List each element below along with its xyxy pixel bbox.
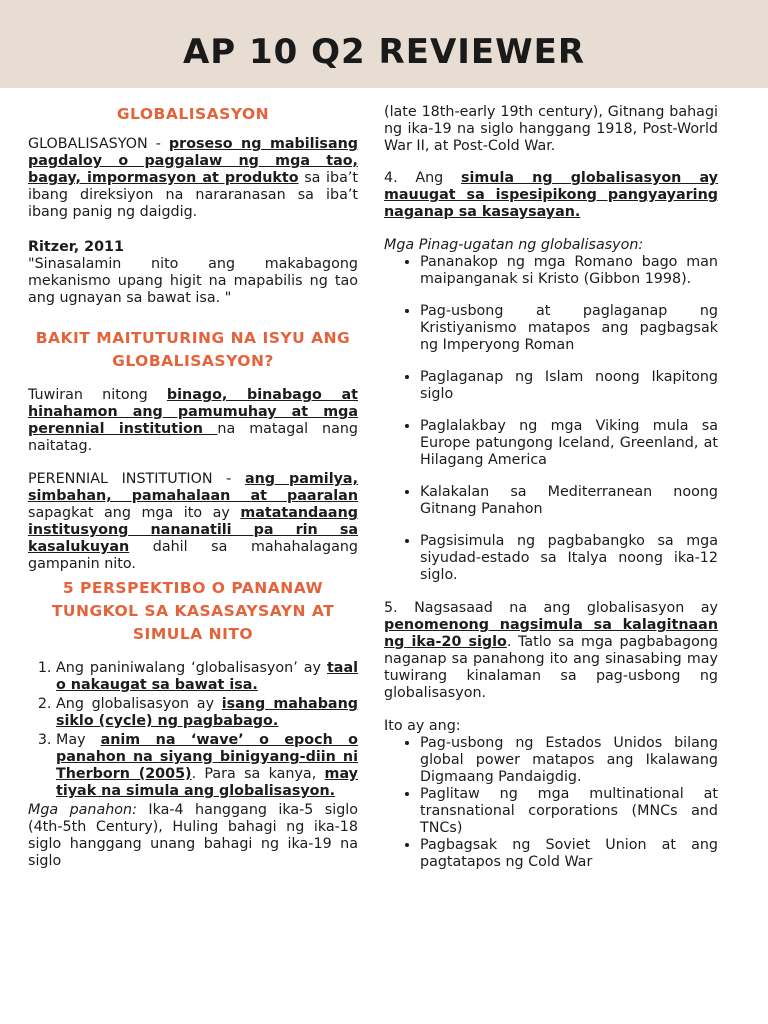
p5-text-b: . Tatlo sa mga pagbabagong naganap sa panahong ito ang sinasabing may tuwirang kinalaman sa pag-usbong ng globalisasyon. [384,634,718,701]
p2-text: Ang globalisasyon ay [56,696,222,712]
list-item: • Pananakop ng mga Romano bago man maipanganak si Kristo (Gibbon 1998). [420,254,718,288]
ito-label: Ito ay ang: [384,718,461,734]
ito-list [384,735,718,871]
p3-text-b: . Para sa kanya, [191,766,325,782]
def-term: GLOBALISASYON - [28,136,169,152]
p4-underlined: simula ng globalisasyon ay mauugat sa ispesipikong pangyayaring naganap sa kasaysayan. [384,170,718,220]
perennial-text-b: sapagkat ang mga ito ay [28,505,241,521]
perennial-underlined-2: matatandaang institusyong nananatili pa rin sa kasalukuyan [28,505,358,555]
list-item: • Pagsisimula ng pagbabangko sa mga siyudad-estado sa Italya noong ika-12 siglo. [420,533,718,584]
p1-underlined: taal o nakaugat sa bawat isa. [56,660,358,693]
list-item [56,660,358,694]
p4-text: 4. Ang [384,170,461,186]
perennial-text-c: dahil sa mahahalagang gampanin nito. [28,539,358,572]
perspektibo-list [28,660,358,800]
p3-underlined-2: may tiyak na simula ang globalisasyon. [56,766,358,799]
mga-panahon-label: Mga panahon: [28,802,137,818]
p3-text: May [56,732,101,748]
def-rest: sa iba’t ibang direksiyon na nararanasan sa iba’t ibang panig ng daigdig. [28,170,358,220]
perennial-paragraph [28,471,358,573]
tuwiran-paragraph [28,387,358,455]
def-underlined: proseso ng mabilisang pagdaloy o paggalaw ng mga tao, bagay, impormasyon at produkto [28,136,358,186]
ritzer-quote: "Sinasalamin nito ang makabagong mekanismo upang higit na mapabilis ng tao ang ugnayan sa bawat isa. " [28,256,358,306]
heading-bakit: BAKIT MAITUTURING NA ISYU ANG GLOBALISASYON? [35,329,351,370]
continued-paragraph: (late 18th-early 19th century), Gitnang bahagi ng ika-19 na siglo hanggang 1918, Post-World War II, at Post-Cold War. [384,104,718,154]
list-item: • Paglitaw ng mga multinational at transnational corporations (MNCs and TNCs) [420,786,718,837]
p5-paragraph [384,600,718,702]
list-item: • Kalakalan sa Mediterranean noong Gitnang Panahon [420,484,718,518]
p2-underlined: isang mahabang siklo (cycle) ng pagbabago. [56,696,358,729]
perennial-underlined-1: ang pamilya, simbahan, pamahalaan at paaralan [28,471,358,504]
p4-paragraph [384,170,718,221]
page-title: AP 10 Q2 REVIEWER [182,32,586,72]
tuwiran-text-b: na matagal nang naitatag. [28,421,358,454]
tuwiran-text-a: Tuwiran nitong [28,387,167,403]
list-item [56,732,358,800]
p1-text: Ang paniniwalang ‘globalisasyon’ ay [56,660,327,676]
list-item: • Paglalakbay ng mga Viking mula sa Europe patungong Iceland, Greenland, at Hilagang America [420,418,718,469]
p5-text: 5. Nagsasaad na ang globalisasyon ay [384,600,718,616]
mga-panahon-paragraph [28,802,358,870]
list-item: • Pag-usbong at paglaganap ng Kristiyanismo matapos ang pagbagsak ng Imperyong Roman [420,303,718,354]
heading-globalisasyon: GLOBALISASYON [116,105,270,123]
left-column [28,88,358,870]
heading-perspektibo: 5 PERSPEKTIBO O PANANAW TUNGKOL SA KASASAYSAYN AT SIMULA NITO [51,579,335,643]
definition-paragraph [28,136,358,221]
list-item: • Pag-usbong ng Estados Unidos bilang global power matapos ang Ikalawang Digmaang Pandaigdig. [420,735,718,786]
p5-underlined: penomenong nagsimula sa kalagitnaan ng ika-20 siglo [384,617,718,650]
right-column [384,88,718,871]
mga-panahon-text: Ika-4 hanggang ika-5 siglo (4th-5th Century), Huling bahagi ng ika-18 siglo hanggang unang bahagi ng ika-19 na siglo [28,802,359,869]
list-item: • Paglaganap ng Islam noong Ikapitong siglo [420,369,718,403]
tuwiran-underlined: binago, binabago at hinahamon ang pamumuhay at mga perennial institution [28,387,358,437]
p3-underlined-1: anim na ‘wave’ o epoch o panahon na siyang binigyang-diin ni Therborn (2005) [56,732,359,782]
ritzer-label: Ritzer, 2011 [28,239,124,255]
perennial-term: PERENNIAL INSTITUTION - [28,471,245,487]
list-item: • Pagbagsak ng Soviet Union at ang pagtatapos ng Cold War [420,837,718,871]
ugatan-list [384,254,718,584]
list-item [56,696,358,730]
ugatan-label: Mga Pinag-ugatan ng globalisasyon: [384,237,644,253]
